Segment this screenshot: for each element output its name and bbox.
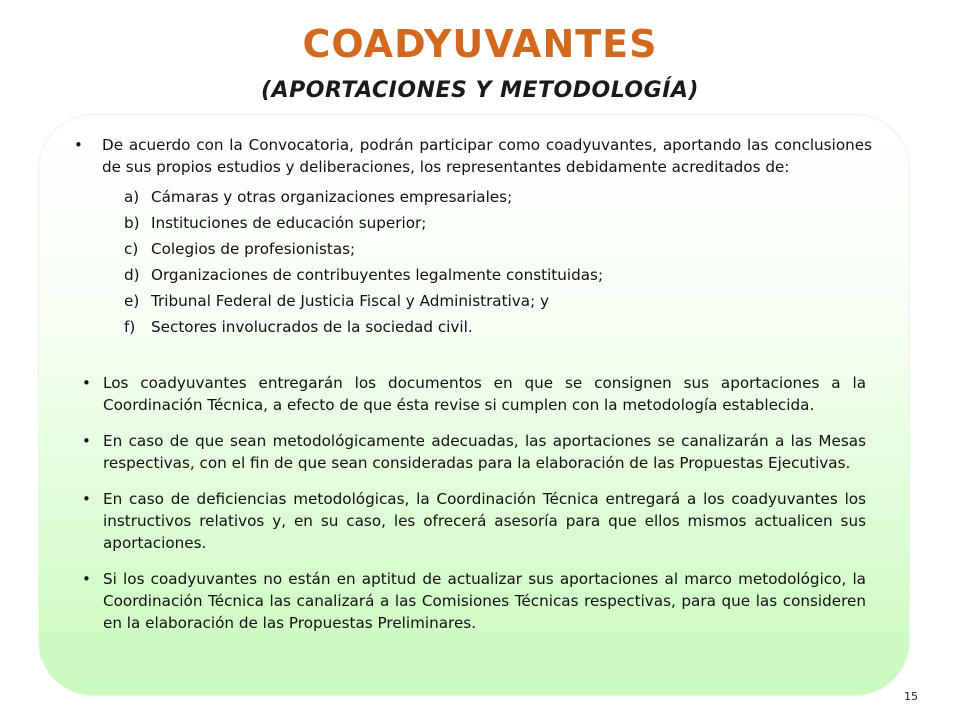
process-bullets: [80, 372, 866, 648]
list-item-letter: c): [124, 240, 139, 258]
bullet-icon: •: [82, 374, 91, 392]
list-item: [124, 314, 872, 340]
bullet-text: Si los coadyuvantes no están en aptitud de actualizar sus aportaciones al marco metodológico, la Coordinación Técnica las canalizará a las Comisiones Técnicas respectivas, para que las consideren en la elaboración de las Propuestas Preliminares.: [103, 570, 866, 632]
bullet-text: En caso de que sean metodológicamente adecuadas, las aportaciones se canalizarán a las Mesas respectivas, con el fin de que sean consideradas para la elaboración de las Propuestas Ejecutivas.: [103, 432, 866, 472]
list-item: [124, 288, 872, 314]
bullet-icon: •: [82, 490, 91, 508]
intro-bullet: [72, 134, 872, 178]
list-item-letter: e): [124, 292, 140, 310]
bullet-item: [80, 488, 866, 554]
bullet-text: Los coadyuvantes entregarán los documentos en que se consignen sus aportaciones a la Coordinación Técnica, a efecto de que ésta revise si cumplen con la metodología establecida.: [103, 374, 866, 414]
bullet-icon: •: [82, 570, 91, 588]
bullet-item: [80, 430, 866, 474]
intro-text: De acuerdo con la Convocatoria, podrán participar como coadyuvantes, aportando las conclusiones de sus propios estudios y deliberaciones, los representantes debidamente acreditados de:: [102, 136, 872, 176]
intro-section: [72, 134, 872, 340]
list-item-text: Instituciones de educación superior;: [151, 214, 427, 232]
list-item: [124, 236, 872, 262]
list-item-text: Tribunal Federal de Justicia Fiscal y Administrativa; y: [151, 292, 550, 310]
list-item: [124, 262, 872, 288]
list-item-letter: b): [124, 214, 140, 232]
list-item-text: Cámaras y otras organizaciones empresariales;: [151, 188, 513, 206]
bullet-icon: •: [74, 136, 83, 154]
participant-list: [72, 184, 872, 340]
slide-title: COADYUVANTES: [302, 22, 658, 66]
bullet-icon: •: [82, 432, 91, 450]
list-item-letter: f): [124, 318, 136, 336]
list-item-text: Organizaciones de contribuyentes legalmente constituidas;: [151, 266, 604, 284]
list-item-letter: a): [124, 188, 140, 206]
slide-subtitle: (APORTACIONES Y METODOLOGÍA): [261, 78, 699, 103]
list-item: [124, 210, 872, 236]
bullet-text: En caso de deficiencias metodológicas, la Coordinación Técnica entregará a los coadyuvantes los instructivos relativos y, en su caso, les ofrecerá asesoría para que ellos mismos actualicen sus aportaciones.: [103, 490, 866, 552]
list-item: [124, 184, 872, 210]
page-number: 15: [904, 690, 918, 703]
bullet-item: [80, 372, 866, 416]
bullet-item: [80, 568, 866, 634]
list-item-letter: d): [124, 266, 140, 284]
list-item-text: Colegios de profesionistas;: [151, 240, 356, 258]
list-item-text: Sectores involucrados de la sociedad civil.: [151, 318, 473, 336]
